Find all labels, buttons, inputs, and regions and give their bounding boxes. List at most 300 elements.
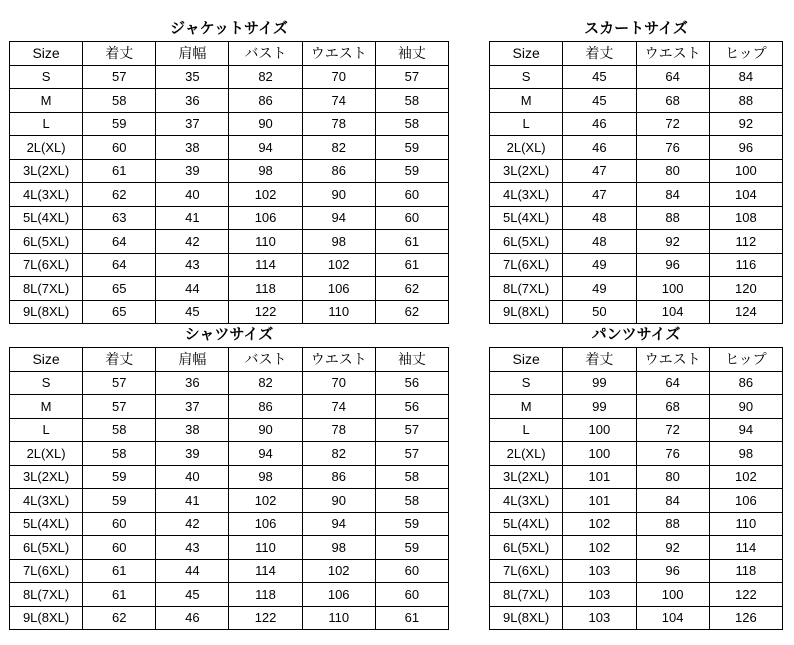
measurement-cell: 60	[83, 136, 156, 160]
column-header: ウエスト	[302, 348, 375, 372]
measurement-cell: 47	[563, 159, 636, 183]
measurement-cell: 98	[302, 230, 375, 254]
measurement-cell: 45	[156, 583, 229, 607]
measurement-cell: 76	[636, 136, 709, 160]
measurement-cell: 126	[709, 606, 782, 630]
size-cell: 6L(5XL)	[490, 536, 563, 560]
measurement-cell: 64	[636, 65, 709, 89]
measurement-cell: 58	[83, 89, 156, 113]
size-cell: 5L(4XL)	[490, 206, 563, 230]
measurement-cell: 38	[156, 418, 229, 442]
measurement-cell: 59	[375, 136, 448, 160]
column-header: 袖丈	[375, 348, 448, 372]
table-row	[490, 536, 783, 560]
measurement-cell: 76	[636, 442, 709, 466]
measurement-cell: 46	[156, 606, 229, 630]
measurement-cell: 61	[83, 159, 156, 183]
measurement-cell: 84	[709, 65, 782, 89]
measurement-cell: 82	[229, 65, 302, 89]
measurement-cell: 80	[636, 159, 709, 183]
size-cell: M	[10, 395, 83, 419]
table-row	[10, 136, 449, 160]
size-cell: 5L(4XL)	[490, 512, 563, 536]
measurement-cell: 65	[83, 277, 156, 301]
measurement-cell: 58	[83, 418, 156, 442]
measurement-cell: 92	[709, 112, 782, 136]
measurement-cell: 108	[709, 206, 782, 230]
measurement-cell: 59	[375, 512, 448, 536]
table-row	[490, 65, 783, 89]
column-header: 肩幅	[156, 348, 229, 372]
measurement-cell: 65	[83, 300, 156, 324]
measurement-cell: 98	[229, 465, 302, 489]
table-row	[490, 89, 783, 113]
measurement-cell: 103	[563, 606, 636, 630]
table-row	[10, 395, 449, 419]
skirt-size-section	[489, 18, 783, 324]
column-header: Size	[10, 348, 83, 372]
measurement-cell: 82	[302, 136, 375, 160]
measurement-cell: 44	[156, 559, 229, 583]
measurement-cell: 60	[83, 512, 156, 536]
jacket-size-section	[9, 18, 449, 324]
column-header: ヒップ	[709, 348, 782, 372]
measurement-cell: 82	[302, 442, 375, 466]
measurement-cell: 57	[83, 65, 156, 89]
measurement-cell: 102	[709, 465, 782, 489]
measurement-cell: 110	[229, 536, 302, 560]
measurement-cell: 60	[375, 206, 448, 230]
measurement-cell: 58	[375, 89, 448, 113]
measurement-cell: 40	[156, 183, 229, 207]
measurement-cell: 86	[302, 159, 375, 183]
measurement-cell: 58	[375, 112, 448, 136]
table-row	[10, 159, 449, 183]
measurement-cell: 92	[636, 230, 709, 254]
measurement-cell: 74	[302, 395, 375, 419]
size-cell: L	[490, 418, 563, 442]
pants-size-title: パンツサイズ	[591, 325, 681, 343]
table-row	[10, 230, 449, 254]
size-cell: 2L(XL)	[10, 136, 83, 160]
measurement-cell: 101	[563, 465, 636, 489]
size-cell: 9L(8XL)	[490, 606, 563, 630]
size-cell: 5L(4XL)	[10, 512, 83, 536]
measurement-cell: 106	[302, 277, 375, 301]
measurement-cell: 64	[83, 253, 156, 277]
size-cell: 8L(7XL)	[490, 583, 563, 607]
measurement-cell: 90	[229, 418, 302, 442]
size-cell: 6L(5XL)	[10, 536, 83, 560]
measurement-cell: 96	[636, 559, 709, 583]
table-row	[490, 371, 783, 395]
measurement-cell: 110	[709, 512, 782, 536]
measurement-cell: 92	[636, 536, 709, 560]
column-header: 肩幅	[156, 42, 229, 66]
column-header: ヒップ	[709, 42, 782, 66]
measurement-cell: 70	[302, 65, 375, 89]
measurement-cell: 82	[229, 371, 302, 395]
measurement-cell: 124	[709, 300, 782, 324]
measurement-cell: 96	[709, 136, 782, 160]
measurement-cell: 99	[563, 371, 636, 395]
size-cell: 2L(XL)	[490, 442, 563, 466]
measurement-cell: 103	[563, 559, 636, 583]
size-cell: 4L(3XL)	[10, 489, 83, 513]
table-row	[10, 489, 449, 513]
table-row	[10, 583, 449, 607]
header-row	[10, 348, 449, 372]
measurement-cell: 104	[636, 300, 709, 324]
skirt-size-title: スカートサイズ	[584, 19, 688, 37]
measurement-cell: 47	[563, 183, 636, 207]
measurement-cell: 88	[636, 206, 709, 230]
measurement-cell: 110	[229, 230, 302, 254]
measurement-cell: 60	[83, 536, 156, 560]
measurement-cell: 100	[709, 159, 782, 183]
measurement-cell: 56	[375, 371, 448, 395]
column-header: ウエスト	[302, 42, 375, 66]
measurement-cell: 86	[709, 371, 782, 395]
measurement-cell: 122	[229, 300, 302, 324]
table-row	[490, 277, 783, 301]
shirt-size-title: シャツサイズ	[184, 325, 274, 343]
measurement-cell: 74	[302, 89, 375, 113]
measurement-cell: 80	[636, 465, 709, 489]
table-row	[10, 559, 449, 583]
size-cell: M	[10, 89, 83, 113]
measurement-cell: 62	[375, 277, 448, 301]
size-cell: 7L(6XL)	[10, 559, 83, 583]
table-row	[10, 512, 449, 536]
measurement-cell: 57	[375, 442, 448, 466]
measurement-cell: 42	[156, 230, 229, 254]
size-cell: 8L(7XL)	[490, 277, 563, 301]
measurement-cell: 114	[709, 536, 782, 560]
table-row	[10, 206, 449, 230]
measurement-cell: 48	[563, 206, 636, 230]
measurement-cell: 41	[156, 206, 229, 230]
size-cell: 6L(5XL)	[490, 230, 563, 254]
table-row	[490, 442, 783, 466]
measurement-cell: 48	[563, 230, 636, 254]
measurement-cell: 90	[229, 112, 302, 136]
measurement-cell: 61	[83, 583, 156, 607]
table-row	[10, 112, 449, 136]
size-cell: S	[10, 371, 83, 395]
size-cell: 3L(2XL)	[490, 159, 563, 183]
measurement-cell: 102	[229, 183, 302, 207]
measurement-cell: 104	[709, 183, 782, 207]
measurement-cell: 106	[229, 512, 302, 536]
measurement-cell: 104	[636, 606, 709, 630]
measurement-cell: 46	[563, 136, 636, 160]
table-row	[490, 300, 783, 324]
measurement-cell: 59	[375, 536, 448, 560]
measurement-cell: 57	[375, 65, 448, 89]
measurement-cell: 61	[375, 253, 448, 277]
measurement-cell: 122	[229, 606, 302, 630]
measurement-cell: 63	[83, 206, 156, 230]
measurement-cell: 64	[83, 230, 156, 254]
measurement-cell: 61	[375, 230, 448, 254]
table-row	[10, 183, 449, 207]
column-header: 着丈	[83, 348, 156, 372]
measurement-cell: 98	[302, 536, 375, 560]
column-header: ウエスト	[636, 42, 709, 66]
size-cell: 5L(4XL)	[10, 206, 83, 230]
column-header: 袖丈	[375, 42, 448, 66]
size-cell: 4L(3XL)	[10, 183, 83, 207]
measurement-cell: 110	[302, 300, 375, 324]
measurement-cell: 90	[709, 395, 782, 419]
table-row	[10, 65, 449, 89]
column-header: バスト	[229, 348, 302, 372]
pants-size-table	[489, 347, 783, 630]
table-row	[10, 442, 449, 466]
table-row	[10, 253, 449, 277]
measurement-cell: 114	[229, 559, 302, 583]
table-row	[10, 536, 449, 560]
measurement-cell: 84	[636, 489, 709, 513]
size-cell: L	[10, 112, 83, 136]
measurement-cell: 35	[156, 65, 229, 89]
size-cell: 2L(XL)	[490, 136, 563, 160]
measurement-cell: 68	[636, 395, 709, 419]
measurement-cell: 102	[563, 512, 636, 536]
measurement-cell: 72	[636, 112, 709, 136]
column-header: Size	[490, 42, 563, 66]
measurement-cell: 62	[375, 300, 448, 324]
table-row	[490, 489, 783, 513]
measurement-cell: 40	[156, 465, 229, 489]
measurement-cell: 41	[156, 489, 229, 513]
size-cell: 6L(5XL)	[10, 230, 83, 254]
measurement-cell: 94	[302, 206, 375, 230]
measurement-cell: 94	[709, 418, 782, 442]
table-row	[10, 277, 449, 301]
measurement-cell: 60	[375, 583, 448, 607]
measurement-cell: 102	[229, 489, 302, 513]
measurement-cell: 58	[375, 465, 448, 489]
shirt-size-table	[9, 347, 449, 630]
table-row	[10, 371, 449, 395]
measurement-cell: 36	[156, 89, 229, 113]
measurement-cell: 90	[302, 489, 375, 513]
table-row	[10, 300, 449, 324]
column-header: バスト	[229, 42, 302, 66]
measurement-cell: 38	[156, 136, 229, 160]
measurement-cell: 60	[375, 183, 448, 207]
measurement-cell: 86	[302, 465, 375, 489]
size-cell: S	[10, 65, 83, 89]
measurement-cell: 36	[156, 371, 229, 395]
measurement-cell: 45	[563, 65, 636, 89]
measurement-cell: 86	[229, 395, 302, 419]
column-header: ウエスト	[636, 348, 709, 372]
size-cell: S	[490, 371, 563, 395]
measurement-cell: 122	[709, 583, 782, 607]
header-row	[490, 42, 783, 66]
measurement-cell: 112	[709, 230, 782, 254]
measurement-cell: 99	[563, 395, 636, 419]
measurement-cell: 98	[709, 442, 782, 466]
measurement-cell: 60	[375, 559, 448, 583]
measurement-cell: 110	[302, 606, 375, 630]
measurement-cell: 94	[229, 136, 302, 160]
size-cell: S	[490, 65, 563, 89]
measurement-cell: 37	[156, 395, 229, 419]
measurement-cell: 101	[563, 489, 636, 513]
measurement-cell: 102	[563, 536, 636, 560]
size-cell: 9L(8XL)	[10, 300, 83, 324]
measurement-cell: 78	[302, 112, 375, 136]
measurement-cell: 98	[229, 159, 302, 183]
measurement-cell: 56	[375, 395, 448, 419]
measurement-cell: 103	[563, 583, 636, 607]
measurement-cell: 94	[302, 512, 375, 536]
column-header: 着丈	[83, 42, 156, 66]
measurement-cell: 100	[636, 277, 709, 301]
measurement-cell: 118	[229, 583, 302, 607]
measurement-cell: 106	[229, 206, 302, 230]
measurement-cell: 46	[563, 112, 636, 136]
measurement-cell: 84	[636, 183, 709, 207]
measurement-cell: 64	[636, 371, 709, 395]
measurement-cell: 62	[83, 183, 156, 207]
measurement-cell: 58	[83, 442, 156, 466]
measurement-cell: 78	[302, 418, 375, 442]
measurement-cell: 62	[83, 606, 156, 630]
measurement-cell: 61	[83, 559, 156, 583]
table-row	[490, 583, 783, 607]
measurement-cell: 59	[83, 465, 156, 489]
measurement-cell: 37	[156, 112, 229, 136]
measurement-cell: 68	[636, 89, 709, 113]
table-row	[490, 395, 783, 419]
measurement-cell: 114	[229, 253, 302, 277]
table-row	[490, 465, 783, 489]
table-row	[10, 418, 449, 442]
measurement-cell: 39	[156, 442, 229, 466]
header-row	[490, 348, 783, 372]
measurement-cell: 118	[709, 559, 782, 583]
size-cell: 4L(3XL)	[490, 183, 563, 207]
size-cell: 3L(2XL)	[10, 159, 83, 183]
column-header: Size	[490, 348, 563, 372]
measurement-cell: 43	[156, 253, 229, 277]
size-cell: 3L(2XL)	[490, 465, 563, 489]
table-row	[490, 159, 783, 183]
size-cell: 8L(7XL)	[10, 583, 83, 607]
measurement-cell: 45	[156, 300, 229, 324]
measurement-cell: 118	[229, 277, 302, 301]
jacket-size-table	[9, 41, 449, 324]
table-row	[490, 112, 783, 136]
table-row	[490, 206, 783, 230]
measurement-cell: 102	[302, 559, 375, 583]
measurement-cell: 45	[563, 89, 636, 113]
size-cell: M	[490, 395, 563, 419]
measurement-cell: 102	[302, 253, 375, 277]
size-cell: 2L(XL)	[10, 442, 83, 466]
table-row	[10, 465, 449, 489]
measurement-cell: 106	[302, 583, 375, 607]
measurement-cell: 106	[709, 489, 782, 513]
measurement-cell: 57	[83, 395, 156, 419]
measurement-cell: 120	[709, 277, 782, 301]
size-cell: L	[490, 112, 563, 136]
measurement-cell: 88	[709, 89, 782, 113]
table-row	[10, 89, 449, 113]
size-cell: 7L(6XL)	[490, 253, 563, 277]
column-header: 着丈	[563, 42, 636, 66]
shirt-size-section	[9, 324, 449, 630]
measurement-cell: 59	[375, 159, 448, 183]
measurement-cell: 94	[229, 442, 302, 466]
measurement-cell: 86	[229, 89, 302, 113]
measurement-cell: 70	[302, 371, 375, 395]
measurement-cell: 49	[563, 277, 636, 301]
measurement-cell: 116	[709, 253, 782, 277]
size-cell: 7L(6XL)	[490, 559, 563, 583]
jacket-size-title: ジャケットサイズ	[170, 19, 288, 37]
measurement-cell: 57	[83, 371, 156, 395]
measurement-cell: 44	[156, 277, 229, 301]
measurement-cell: 100	[563, 418, 636, 442]
size-cell: 3L(2XL)	[10, 465, 83, 489]
measurement-cell: 88	[636, 512, 709, 536]
measurement-cell: 96	[636, 253, 709, 277]
table-row	[490, 559, 783, 583]
table-row	[10, 606, 449, 630]
table-row	[490, 253, 783, 277]
measurement-cell: 58	[375, 489, 448, 513]
size-cell: 9L(8XL)	[10, 606, 83, 630]
skirt-size-table	[489, 41, 783, 324]
size-cell: 7L(6XL)	[10, 253, 83, 277]
size-cell: M	[490, 89, 563, 113]
measurement-cell: 59	[83, 112, 156, 136]
measurement-cell: 100	[563, 442, 636, 466]
size-cell: 9L(8XL)	[490, 300, 563, 324]
measurement-cell: 100	[636, 583, 709, 607]
measurement-cell: 50	[563, 300, 636, 324]
size-cell: 4L(3XL)	[490, 489, 563, 513]
measurement-cell: 72	[636, 418, 709, 442]
table-row	[490, 230, 783, 254]
table-row	[490, 136, 783, 160]
size-cell: 8L(7XL)	[10, 277, 83, 301]
measurement-cell: 61	[375, 606, 448, 630]
table-row	[490, 183, 783, 207]
column-header: Size	[10, 42, 83, 66]
measurement-cell: 39	[156, 159, 229, 183]
measurement-cell: 57	[375, 418, 448, 442]
table-row	[490, 606, 783, 630]
table-row	[490, 418, 783, 442]
table-row	[490, 512, 783, 536]
measurement-cell: 42	[156, 512, 229, 536]
size-cell: L	[10, 418, 83, 442]
pants-size-section	[489, 324, 783, 630]
measurement-cell: 49	[563, 253, 636, 277]
column-header: 着丈	[563, 348, 636, 372]
measurement-cell: 90	[302, 183, 375, 207]
header-row	[10, 42, 449, 66]
measurement-cell: 43	[156, 536, 229, 560]
measurement-cell: 59	[83, 489, 156, 513]
